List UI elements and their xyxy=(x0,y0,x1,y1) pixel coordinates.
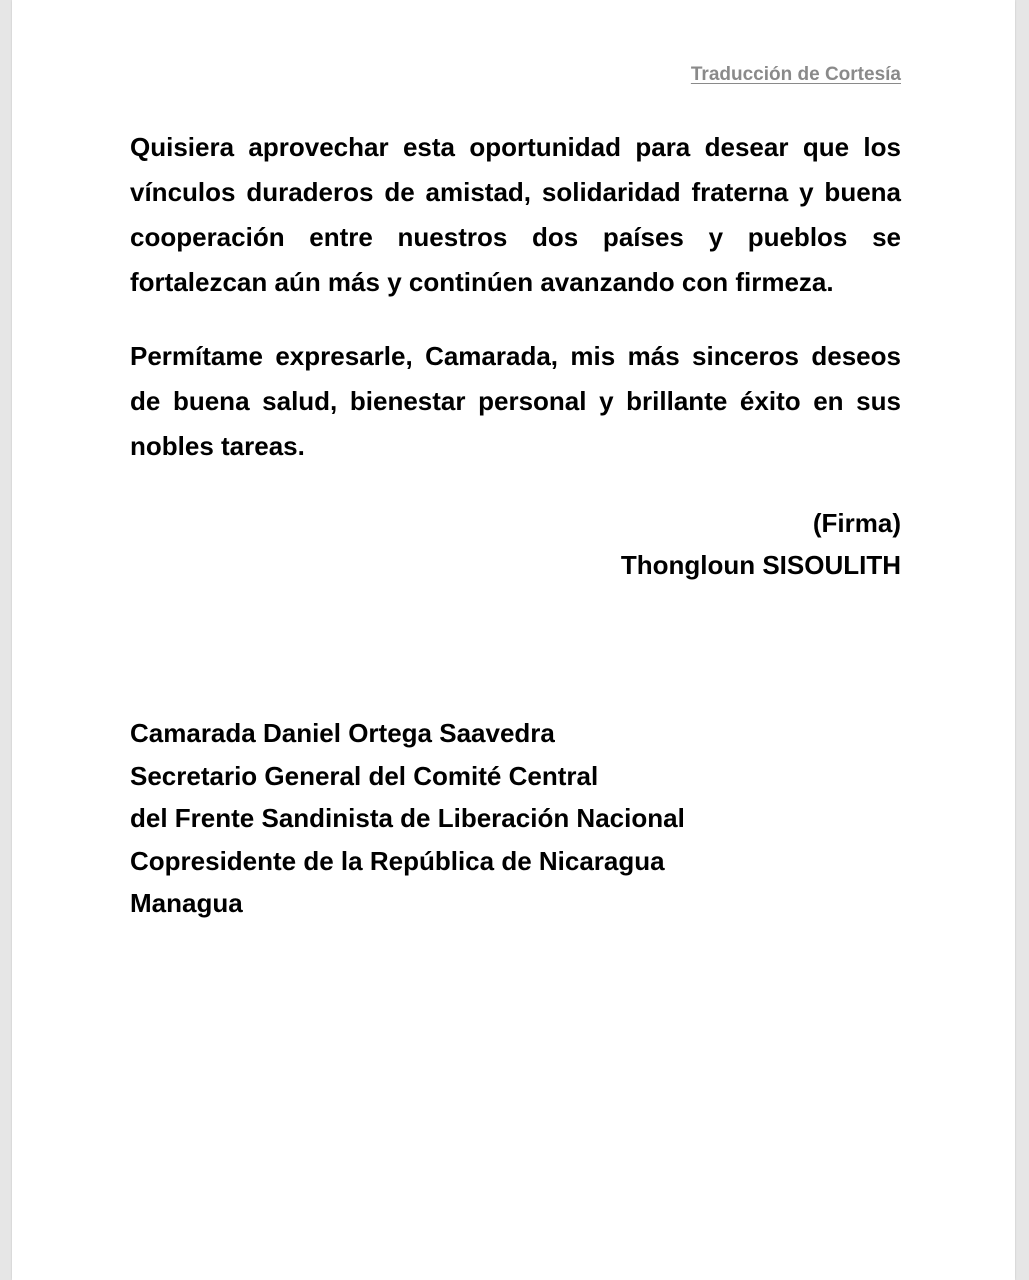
signature-block xyxy=(621,502,901,586)
courtesy-translation-note: Traducción de Cortesía xyxy=(690,64,901,85)
recipient-address-block xyxy=(130,712,685,925)
recipient-line: del Frente Sandinista de Liberación Nacional xyxy=(130,803,685,833)
signatory-name: Thongloun SISOULITH xyxy=(620,550,901,580)
letter-paragraph-wishes: Quisiera aprovechar esta oportunidad para desear que los vínculos duraderos de amistad, solidaridad fraterna y buena cooperación entre nuestros dos países y pueblos se fortalezcan aún más y continúen avanzando con firmeza. xyxy=(130,132,901,297)
recipient-line: Secretario General del Comité Central xyxy=(130,760,599,791)
signature-mark: (Firma) xyxy=(812,508,901,538)
recipient-line: Managua xyxy=(130,888,243,918)
recipient-line: Copresidente de la República de Nicaragua xyxy=(130,845,665,876)
letter-paragraph-regards: Permítame expresarle, Camarada, mis más sinceros deseos de buena salud, bienestar personal y brillante éxito en sus nobles tareas. xyxy=(130,341,901,461)
document-page xyxy=(12,0,1015,1280)
recipient-line: Camarada Daniel Ortega Saavedra xyxy=(130,718,555,748)
